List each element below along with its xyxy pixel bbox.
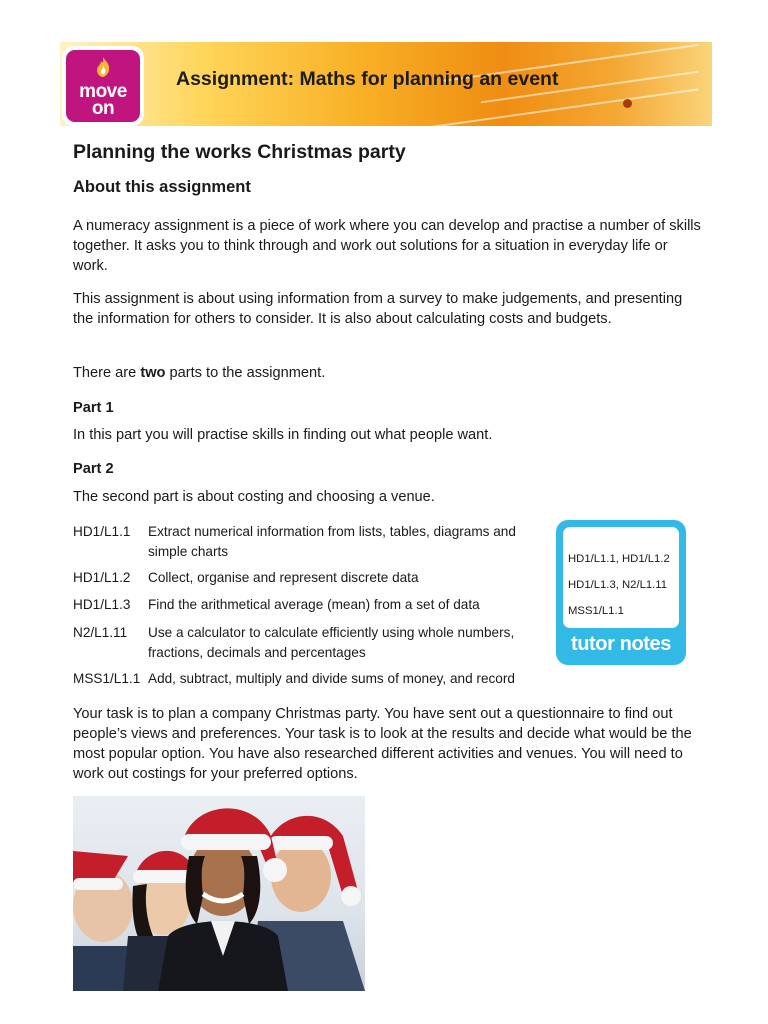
parts-text-after: parts to the assignment.	[165, 365, 326, 381]
section-heading: About this assignment	[73, 178, 251, 196]
tutor-notes-label: tutor notes	[570, 633, 672, 655]
move-on-logo	[62, 46, 144, 126]
about-paragraph: This assignment is about using information from a survey to make judgements, and presenting the information for others to consider. It is also about calculating costs and budgets.	[73, 291, 683, 327]
objective-text: Collect, organise and represent discrete data	[148, 570, 419, 585]
parts-paragraph	[73, 363, 703, 383]
objective-code: N2/L1.11	[73, 625, 128, 640]
page-title: Planning the works Christmas party	[73, 141, 406, 163]
part1-heading: Part 1	[73, 400, 114, 416]
hat-pompom	[341, 886, 361, 906]
objective-text: Find the arithmetical average (mean) from a set of data	[148, 597, 480, 612]
christmas-party-photo	[73, 796, 365, 991]
objective-code: MSS1/L1.1	[73, 671, 141, 686]
part2-heading: Part 2	[73, 461, 114, 477]
logo-text-on: on	[91, 98, 115, 119]
objective-text: Use a calculator to calculate efficiently using whole numbers, fractions, decimals and percentages	[148, 625, 515, 660]
objective-code: HD1/L1.1	[73, 524, 131, 539]
objective-text: Add, subtract, multiply and divide sums of money, and record	[148, 671, 515, 686]
objective-code: HD1/L1.2	[73, 570, 131, 585]
part2-text: The second part is about costing and choosing a venue.	[73, 489, 435, 505]
parts-text-before: There are	[73, 365, 141, 381]
hat-brim	[73, 878, 123, 890]
parts-text-bold: two	[140, 365, 166, 381]
party-people-illustration	[73, 796, 365, 991]
intro-paragraph: A numeracy assignment is a piece of work where you can develop and practise a number of skills together. It asks you to think through and work out solutions for a situation in everyday life or work.	[73, 218, 701, 274]
tutor-notes-line: HD1/L1.1, HD1/L1.2	[568, 553, 670, 565]
tutor-notes-panel	[563, 527, 679, 628]
flame-icon	[92, 56, 114, 78]
tutor-notes-line: MSS1/L1.1	[568, 605, 624, 617]
person-hair	[241, 856, 260, 924]
hat-brim	[181, 834, 271, 850]
logo-badge	[66, 50, 140, 122]
hat-brim	[269, 836, 333, 850]
logo-text-move: move	[79, 81, 127, 102]
objective-text: Extract numerical information from lists, tables, diagrams and simple charts	[148, 524, 516, 559]
tutor-notes-line: HD1/L1.3, N2/L1.11	[568, 579, 668, 591]
banner-title: Assignment: Maths for planning an event	[176, 68, 559, 90]
objective-code: HD1/L1.3	[73, 597, 131, 612]
tutor-notes-box	[556, 520, 686, 665]
banner-dot	[623, 99, 632, 108]
task-paragraph: Your task is to plan a company Christmas party. You have sent out a questionnaire to find out people’s views and preferences. Your task is to look at the results and decide what would be the most popular option. You have also researched different activities and venues. You will need to work out costings for your preferred options.	[73, 706, 692, 782]
part1-text: In this part you will practise skills in finding out what people want.	[73, 427, 493, 443]
hat-pompom	[263, 858, 287, 882]
